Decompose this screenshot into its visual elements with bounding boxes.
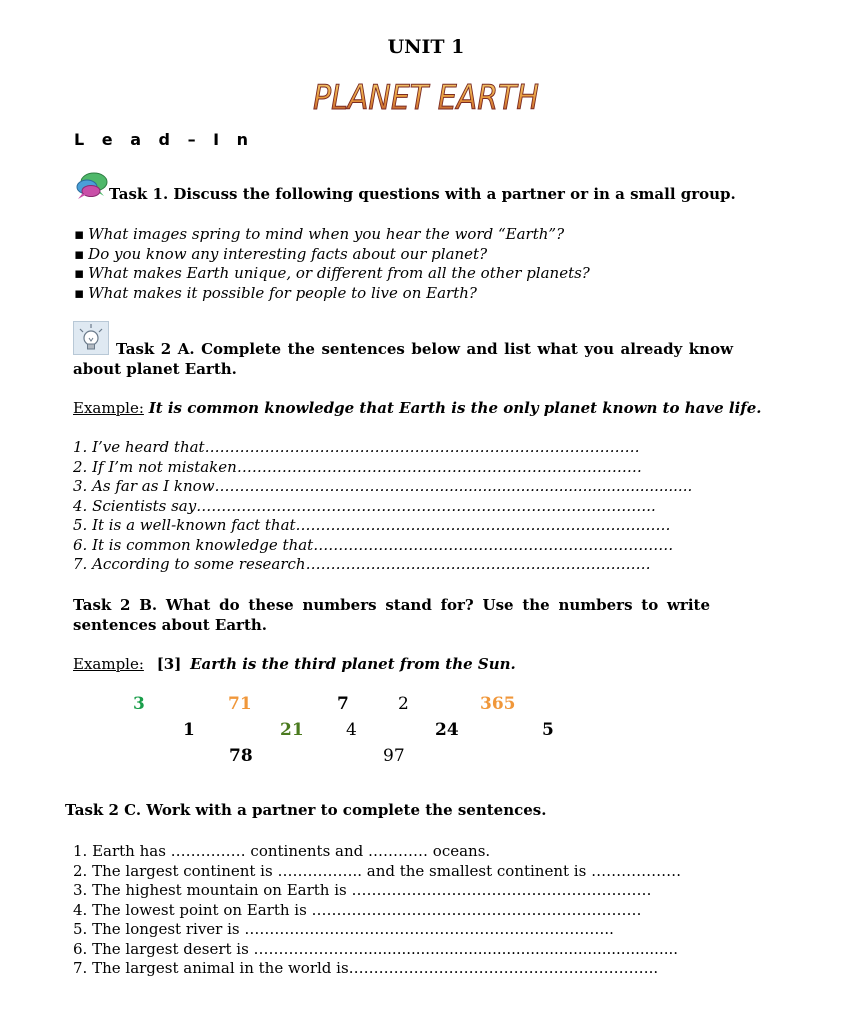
list-item: 5. It is a well-known fact that………………………………………………………………… bbox=[73, 516, 671, 534]
list-item: 7. According to some research…………………………………………………………… bbox=[73, 555, 651, 573]
list-item: ▪ What makes it possible for people to live on Earth? bbox=[74, 283, 477, 302]
list-item: 3. As far as I know………………………………………..................................................... bbox=[73, 477, 693, 495]
bullet: ▪ bbox=[74, 283, 85, 302]
list-item: ▪ What images spring to mind when you hear the word “Earth”? bbox=[74, 225, 565, 243]
number-item: 21 bbox=[280, 720, 304, 740]
task2c-sentence-list bbox=[73, 842, 681, 979]
number-item: 1 bbox=[183, 720, 195, 740]
list-item: 4. Scientists say……………………………………………………………………………….. bbox=[73, 496, 656, 515]
task2a-sentence-list bbox=[73, 438, 692, 575]
task2a-heading: Task 2 A. Complete the sentences below and list what you already know about planet Earth. bbox=[73, 340, 733, 378]
example-text: It is common knowledge that Earth is the only planet known to have life. bbox=[148, 399, 762, 417]
number-item: 7 bbox=[337, 694, 349, 714]
number-item: 3 bbox=[133, 694, 145, 714]
list-item: 2. The largest continent is …………….. and the smallest continent is ……………… bbox=[73, 861, 682, 880]
task2b-example bbox=[73, 655, 516, 673]
task2a-example bbox=[73, 399, 762, 417]
number-item: 97 bbox=[383, 746, 405, 766]
bullet: ▪ bbox=[74, 225, 85, 243]
bullet: ▪ bbox=[74, 244, 85, 263]
list-item: 6. It is common knowledge that……………………………………………………………… bbox=[73, 535, 674, 554]
example-text: Earth is the third planet from the Sun. bbox=[190, 655, 516, 673]
task1-question-list bbox=[74, 225, 590, 303]
list-item: 3. The highest mountain on Earth is …………………………………………………… bbox=[73, 881, 652, 899]
example-label: Example: bbox=[73, 655, 144, 673]
list-item: 7. The largest animal in the world is…………………………………………………….. bbox=[73, 959, 659, 977]
list-item: 1. Earth has …………… continents and ………… oceans. bbox=[73, 842, 491, 860]
bullet: ▪ bbox=[74, 264, 85, 282]
logo-text: PLANET EARTH bbox=[313, 78, 539, 118]
number-item: 4 bbox=[346, 720, 357, 740]
planet-earth-logo bbox=[310, 78, 542, 116]
unit-title: UNIT 1 bbox=[387, 36, 465, 58]
number-item: 78 bbox=[229, 746, 253, 766]
list-item: ▪ Do you know any interesting facts about our planet? bbox=[74, 244, 488, 263]
number-item: 2 bbox=[398, 694, 409, 714]
list-item: ▪ What makes Earth unique, or different from all the other planets? bbox=[74, 264, 590, 282]
number-item: 5 bbox=[542, 720, 554, 740]
list-item: 5. The longest river is ……………………………………………………………….. bbox=[73, 920, 614, 938]
task2c-heading: Task 2 C. Work with a partner to complete the sentences. bbox=[65, 801, 547, 819]
example-label: Example: bbox=[73, 399, 144, 417]
speech-bubbles-icon bbox=[74, 172, 108, 200]
task1-heading: Task 1. Discuss the following questions with a partner or in a small group. bbox=[109, 185, 736, 203]
example-ref: [3] bbox=[156, 655, 182, 673]
list-item: 1. I’ve heard that…………………………………………………………………………… bbox=[73, 438, 640, 456]
list-item: 6. The largest desert is …………………................................................................... bbox=[73, 939, 679, 958]
number-item: 365 bbox=[480, 694, 516, 714]
number-item: 71 bbox=[228, 694, 252, 714]
task2b-heading: Task 2 B. What do these numbers stand for? Use the numbers to write sentences about Earth. bbox=[73, 596, 710, 634]
list-item: 2. If I’m not mistaken……………………………………………………………………… bbox=[73, 457, 642, 476]
lead-in-heading: L e a d – I n bbox=[74, 130, 255, 149]
number-item: 24 bbox=[435, 720, 459, 740]
list-item: 4. The lowest point on Earth is ………………………………………………………… bbox=[73, 900, 642, 919]
